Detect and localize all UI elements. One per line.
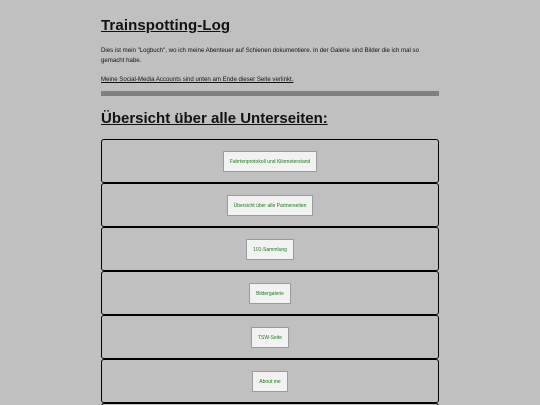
about-me-button[interactable]: About me bbox=[252, 371, 287, 392]
main-content bbox=[101, 14, 439, 405]
collection-101-button[interactable]: 101-Sammlung bbox=[246, 239, 294, 260]
overview-heading: Übersicht über alle Unterseiten: bbox=[101, 110, 328, 127]
gallery-button[interactable]: Bildergalerie bbox=[249, 283, 291, 304]
page-title: Trainspotting-Log bbox=[101, 17, 231, 34]
subpage-tile-gallery[interactable] bbox=[101, 271, 439, 315]
tsw-button[interactable]: TSW-Seite bbox=[251, 327, 289, 348]
subpage-tile-tsw[interactable] bbox=[101, 315, 439, 359]
subpage-tile-101-collection[interactable] bbox=[101, 227, 439, 271]
partner-sites-button[interactable]: Übersicht über alle Partnerseiten bbox=[227, 195, 314, 216]
subpage-tile-about-me[interactable] bbox=[101, 359, 439, 403]
subpage-list bbox=[101, 139, 439, 405]
subpage-tile-partner-sites[interactable] bbox=[101, 183, 439, 227]
intro-text: Dies ist mein "Logbuch", wo ich meine Abenteuer auf Schienen dokumentiere. In der Galerie sind Bilder die ich mal so gemacht habe. bbox=[101, 47, 419, 64]
divider bbox=[101, 91, 439, 96]
social-media-link[interactable]: Meine Social-Media Accounts sind unten am Ende dieser Seite verlinkt. bbox=[101, 76, 294, 83]
subpage-tile-trip-log[interactable] bbox=[101, 139, 439, 183]
trip-log-button[interactable]: Fahrtenprotokoll und Kilometerstand bbox=[223, 151, 318, 172]
